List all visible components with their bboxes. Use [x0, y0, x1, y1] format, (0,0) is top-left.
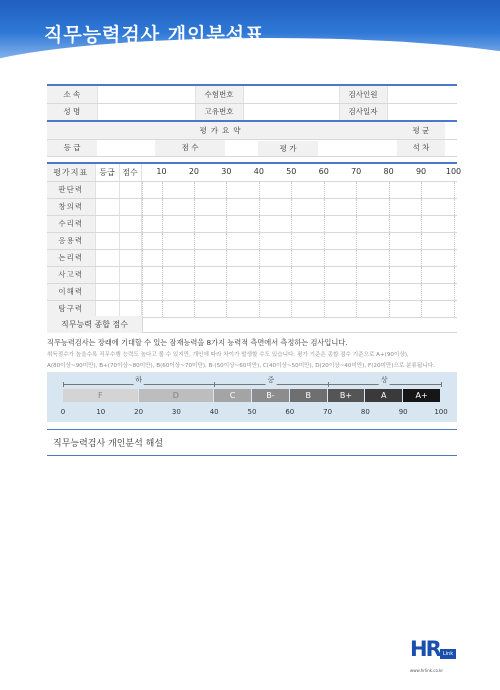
- grid-dotline: [389, 267, 390, 283]
- summary-value-rank: [445, 139, 457, 156]
- score-row-gridlines: [142, 301, 458, 317]
- grid-dotline: [389, 199, 390, 215]
- tick-label: 70: [351, 167, 362, 176]
- grade-axis-label: 30: [171, 408, 181, 416]
- score-row: [47, 283, 457, 300]
- score-row-bar-area: [141, 232, 457, 249]
- info-label-exam-number: 수험번호: [195, 86, 243, 103]
- description-line: A(80이상~90미만), B+(70이상~80미만), B(60이상~70미만), B-(50이상~60미만), C(40이상~50미만), D(20이상~40미만), F(20미만)으로 분류됩니다.: [47, 363, 435, 369]
- info-row: [47, 86, 457, 103]
- score-row-bar-area: [141, 266, 457, 283]
- score-row-bar-area: [141, 198, 457, 215]
- score-row-bar-area: [141, 300, 457, 317]
- info-value-unique-number: [243, 103, 339, 120]
- grid-dotline: [389, 284, 390, 300]
- summary-label-rank: 석 차: [397, 139, 445, 156]
- score-row: [47, 232, 457, 249]
- grid-dotline: [421, 233, 422, 249]
- grid-dotline: [356, 301, 357, 317]
- grid-dotline: [162, 182, 163, 198]
- grade-cell: A+: [403, 389, 440, 402]
- score-row-label: 이해력: [47, 283, 95, 300]
- score-row: [47, 300, 457, 317]
- band-label: 중: [267, 376, 275, 384]
- grid-dotline: [259, 284, 260, 300]
- grade-axis-label: 80: [360, 408, 370, 416]
- grid-dotline: [162, 199, 163, 215]
- grid-dotline: [259, 301, 260, 317]
- score-row-gridlines: [142, 233, 458, 249]
- grid-dotline: [421, 250, 422, 266]
- grade-cell: C: [214, 389, 251, 402]
- score-row-grade: [95, 215, 119, 232]
- section-rule-top: [47, 429, 457, 430]
- score-row-score: [119, 198, 141, 215]
- grid-dotline: [194, 199, 195, 215]
- grid-dotline: [454, 199, 455, 215]
- band-label: 상: [380, 376, 388, 384]
- grid-dotline: [142, 233, 143, 249]
- grid-dotline: [454, 233, 455, 249]
- score-row-label: 응용력: [47, 232, 95, 249]
- info-table: [47, 86, 457, 121]
- score-row-bar-area: [141, 181, 457, 198]
- description-line: 취득점수가 높을수록 직무수행 능력도 높다고 볼 수 있지만, 개인에 따라 차이가 발생할 수도 있습니다. 평가 기준은 종합 점수 기준으로 A+(90이상),: [47, 352, 409, 358]
- score-row-grade: [95, 300, 119, 317]
- grid-dotline: [324, 233, 325, 249]
- grid-dotline: [162, 233, 163, 249]
- score-rows: [47, 181, 457, 317]
- description-main: 직무능력검사는 장래에 기대할 수 있는 잠재능력을 8가지 능력적 측면에서 측정하는 검사입니다.: [47, 338, 348, 347]
- grade-axis-label: 10: [96, 408, 106, 416]
- tick-label: 90: [415, 167, 427, 176]
- grid-dotline: [356, 182, 357, 198]
- grid-dotline: [454, 216, 455, 232]
- score-row-score: [119, 181, 141, 198]
- grid-dotline: [226, 182, 227, 198]
- grid-dotline: [226, 250, 227, 266]
- score-row-bar-area: [141, 283, 457, 300]
- score-row-score: [119, 266, 141, 283]
- grid-dotline: [421, 216, 422, 232]
- grid-dotline: [142, 267, 143, 283]
- band-label: 하: [135, 376, 142, 384]
- grid-dotline: [454, 250, 455, 266]
- grid-dotline: [421, 199, 422, 215]
- score-header-row: [47, 164, 457, 181]
- grid-dotline: [324, 216, 325, 232]
- grade-axis-label: 90: [398, 408, 408, 416]
- band-cap: [441, 382, 442, 387]
- grid-dotline: [356, 250, 357, 266]
- grade-axis-label: 60: [285, 408, 295, 416]
- section-rule-bottom: [47, 455, 457, 456]
- grid-dotline: [356, 199, 357, 215]
- grid-dotline: [324, 301, 325, 317]
- grid-dotline: [291, 250, 292, 266]
- score-row-gridlines: [142, 199, 458, 215]
- info-value-examinee-count: [387, 86, 457, 103]
- tick-label: 20: [188, 167, 200, 176]
- info-row: [47, 103, 457, 120]
- info-value-affiliation: [97, 86, 195, 103]
- grade-axis-label: 100: [434, 408, 448, 416]
- tick-label: 60: [318, 167, 329, 176]
- summary-row: [47, 139, 457, 156]
- summary-title: 평가요약: [47, 122, 397, 139]
- info-label-unique-number: 고유번호: [195, 103, 243, 120]
- score-row-gridlines: [142, 250, 458, 266]
- band-cap: [328, 382, 329, 387]
- summary-label-grade: 등 급: [47, 139, 97, 156]
- score-row-label: 판단력: [47, 181, 95, 198]
- score-row-grade: [95, 283, 119, 300]
- grid-dotline: [291, 284, 292, 300]
- grid-dotline: [259, 182, 260, 198]
- score-row-grade: [95, 266, 119, 283]
- grid-dotline: [389, 216, 390, 232]
- grid-dotline: [162, 284, 163, 300]
- summary-value-grade: [97, 139, 155, 156]
- score-row-score: [119, 283, 141, 300]
- info-label-name: 성 명: [47, 103, 97, 120]
- band-cap: [214, 382, 215, 387]
- score-row-score: [119, 215, 141, 232]
- grade-axis-label: 20: [134, 408, 144, 416]
- grid-dotline: [291, 233, 292, 249]
- grid-dotline: [324, 182, 325, 198]
- grid-dotline: [454, 301, 455, 317]
- grid-dotline: [454, 284, 455, 300]
- hrlink-logo: [410, 637, 456, 673]
- score-row-grade: [95, 232, 119, 249]
- grid-dotline: [389, 233, 390, 249]
- tick-label: 50: [286, 167, 297, 176]
- grid-dotline: [421, 182, 422, 198]
- score-header-score: 점수: [119, 164, 141, 181]
- grid-dotline: [324, 267, 325, 283]
- score-row-gridlines: [142, 182, 458, 198]
- grid-dotline: [324, 250, 325, 266]
- score-row: [47, 181, 457, 198]
- grade-axis-label: 40: [209, 408, 219, 416]
- tick-label: 100: [445, 167, 462, 176]
- grid-dotline: [142, 250, 143, 266]
- grid-dotline: [259, 250, 260, 266]
- tick-label: 80: [383, 167, 394, 176]
- grid-dotline: [194, 233, 195, 249]
- info-value-exam-date: [387, 103, 457, 120]
- grid-dotline: [194, 182, 195, 198]
- grid-dotline: [226, 267, 227, 283]
- score-header-indicator: 평가지표: [47, 164, 95, 181]
- grid-dotline: [162, 301, 163, 317]
- grid-dotline: [194, 267, 195, 283]
- grid-dotline: [389, 301, 390, 317]
- tick-label: 30: [221, 167, 232, 176]
- header-banner: [0, 0, 500, 72]
- grid-dotline: [421, 301, 422, 317]
- grid-dotline: [194, 284, 195, 300]
- score-header-ticks: [141, 164, 462, 181]
- grid-dotline: [162, 267, 163, 283]
- grid-dotline: [226, 199, 227, 215]
- grid-dotline: [259, 267, 260, 283]
- score-row: [47, 198, 457, 215]
- grade-scale: [47, 372, 457, 422]
- score-table: [47, 164, 462, 318]
- grade-cell: B: [290, 389, 327, 402]
- score-row-label: 수리력: [47, 215, 95, 232]
- summary-label-score: 점 수: [155, 139, 225, 156]
- grid-dotline: [142, 199, 143, 215]
- overall-score: [47, 316, 457, 333]
- grid-dotline: [356, 233, 357, 249]
- logo-mark: HR: [410, 637, 440, 661]
- score-row-label: 창의력: [47, 198, 95, 215]
- grade-axis-label: 0: [60, 408, 66, 416]
- score-row: [47, 215, 457, 232]
- score-row-gridlines: [142, 216, 458, 232]
- grid-dotline: [389, 182, 390, 198]
- grid-dotline: [259, 216, 260, 232]
- grid-dotline: [226, 233, 227, 249]
- grid-dotline: [226, 284, 227, 300]
- grid-dotline: [356, 284, 357, 300]
- grid-dotline: [291, 216, 292, 232]
- tick-label: 10: [156, 167, 167, 176]
- score-row-grade: [95, 198, 119, 215]
- score-row-grade: [95, 249, 119, 266]
- score-header-grade: 등급: [95, 164, 119, 181]
- grid-dotline: [142, 284, 143, 300]
- grid-dotline: [194, 250, 195, 266]
- grid-dotline: [142, 182, 143, 198]
- grade-cell: D: [139, 389, 214, 402]
- grid-dotline: [324, 199, 325, 215]
- logo-badge: Link: [440, 649, 456, 659]
- score-row-score: [119, 300, 141, 317]
- grade-cell: F: [63, 389, 138, 402]
- grid-dotline: [142, 301, 143, 317]
- score-row-label: 사고력: [47, 266, 95, 283]
- score-row-score: [119, 249, 141, 266]
- tick-labels: [142, 164, 462, 181]
- section-title: 직무능력검사 개인분석 해설: [53, 439, 164, 449]
- score-row-gridlines: [142, 284, 458, 300]
- grid-dotline: [421, 267, 422, 283]
- grade-cell: A: [365, 389, 402, 402]
- grid-dotline: [259, 199, 260, 215]
- score-row-grade: [95, 181, 119, 198]
- grid-dotline: [421, 284, 422, 300]
- score-row-label: 논리력: [47, 249, 95, 266]
- grid-dotline: [291, 301, 292, 317]
- score-row-label: 탐구력: [47, 300, 95, 317]
- grid-dotline: [454, 267, 455, 283]
- grid-dotline: [142, 216, 143, 232]
- grade-axis-label: 70: [323, 408, 333, 416]
- grid-dotline: [356, 267, 357, 283]
- info-value-exam-number: [243, 86, 339, 103]
- score-row-bar-area: [141, 215, 457, 232]
- grid-dotline: [162, 216, 163, 232]
- logo-url: www.hrlink.co.kr: [410, 668, 444, 673]
- grid-dotline: [389, 250, 390, 266]
- summary-label-average: 평 균: [397, 122, 445, 139]
- score-row-bar-area: [141, 249, 457, 266]
- score-row: [47, 249, 457, 266]
- summary-value-average: [445, 122, 457, 139]
- grid-dotline: [291, 267, 292, 283]
- summary-table: [47, 122, 457, 157]
- info-label-exam-date: 검사일자: [339, 103, 387, 120]
- grid-dotline: [291, 199, 292, 215]
- band-cap: [63, 382, 64, 387]
- grid-dotline: [454, 182, 455, 198]
- grid-dotline: [226, 301, 227, 317]
- grid-dotline: [194, 216, 195, 232]
- score-row-score: [119, 232, 141, 249]
- grid-dotline: [291, 182, 292, 198]
- grid-dotline: [259, 233, 260, 249]
- info-label-affiliation: 소 속: [47, 86, 97, 103]
- overall-score-label: 직무능력 종합 점수: [47, 316, 143, 333]
- grade-axis-label: 50: [247, 408, 257, 416]
- score-row-gridlines: [142, 267, 458, 283]
- grid-dotline: [356, 216, 357, 232]
- score-row: [47, 266, 457, 283]
- info-label-examinee-count: 검사인원: [339, 86, 387, 103]
- grid-dotline: [162, 250, 163, 266]
- grid-dotline: [194, 301, 195, 317]
- tick-label: 40: [253, 167, 264, 176]
- grid-dotline: [324, 284, 325, 300]
- description-detail: [47, 350, 462, 372]
- info-value-name: [97, 103, 195, 120]
- grade-cell: B-: [252, 389, 289, 402]
- page-title: 직무능력검사 개인분석표: [44, 24, 265, 46]
- grid-dotline: [226, 216, 227, 232]
- summary-row: [47, 122, 457, 139]
- summary-label-evaluation: 평 가: [258, 141, 318, 156]
- grade-cell: B+: [328, 389, 365, 402]
